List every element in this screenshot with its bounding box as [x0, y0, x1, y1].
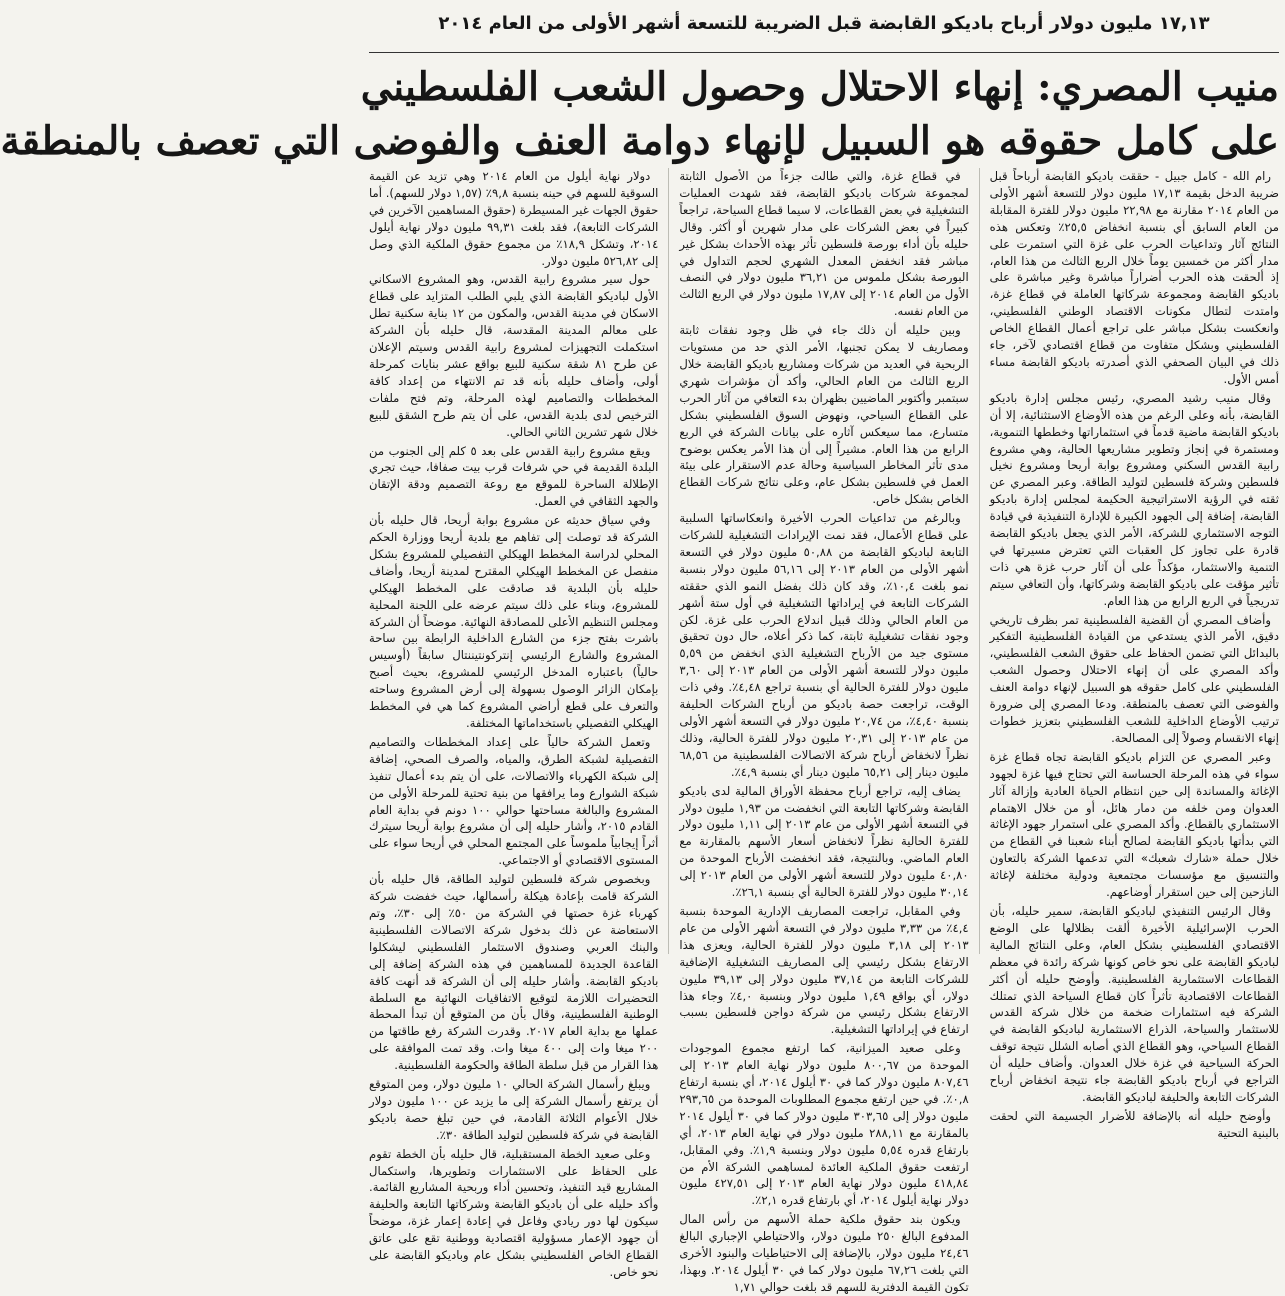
- article-kicker: ١٧,١٣ مليون دولار أرباح باديكو القابضة قبل الضريبة للتسعة أشهر الأولى من العام ٢٠١٤: [438, 13, 1210, 34]
- body-paragraph: وقال منيب رشيد المصري، رئيس مجلس إدارة باديكو القابضة، بأنه وعلى الرغم من هذه الأوضاع الاستثنائية، إلا أن باديكو القابضة ماضية قدماً في استثماراتها وخططها التنموية، ومستمرة في إنجاز وتطوير مشاريعها الحالية، وهي مشروع رابية القدس السكني ومشروع بوابة أريحا ومشروع نخيل فلسطين وشركة فلسطين لتوليد الطاقة. وعبر المصري عن ثقته في الرؤية الاستراتيجية الحكيمة لمجلس إدارة باديكو القابضة، إضافة إلى الجهود الكبيرة للإدارة التنفيذية في قيادة التوجه الاستثماري للشركة، الأمر الذي يجعل باديكو القابضة قادرة على تجاوز كل العقبات التي تعترض مسيرتها في التنمية والاستثمار، مؤكداً على أن آثار حرب غزة هي ذات تأثير مؤقت على باديكو القابضة وشركاتها، وأن التعافي سيتم تدريجياً في الربع الرابع من هذا العام.: [989, 390, 1279, 608]
- body-paragraph: وبين حليله أن ذلك جاء في ظل وجود نفقات ثابتة ومصاريف لا يمكن تجنبها، الأمر الذي حد من مستويات الربحية في العديد من شركات ومشاريع باديكو القابضة خلال الربع الثالث من العام الحالي، وأكد أن مؤشرات شهري سبتمبر وأكتوبر الماضيين بظهران بدء التعافي من آثار الحرب على القطاع السياحي، ونهوض السوق الفلسطيني بشكل متسارع، مما سيعكس آثاره على بيانات الشركة في الربع الرابع من هذا العام. مشيراً إلى أن هذا الأمر يعكس بوضوح مدى تأثر المخاطر السياسية وحالة عدم الاستقرار على بيئة العمل في فلسطين بشكل عام، وعلى نتائج شركات القطاع الخاص بشكل خاص.: [679, 323, 969, 507]
- article-headline: [0, 60, 1279, 168]
- article-body: [369, 168, 1279, 1294]
- body-paragraph: يضاف إليه، تراجع أرباح محفظة الأوراق المالية لدى باديكو القابضة وشركاتها التابعة التي انخفضت من ١,٩٣ مليون دولار في التسعة أشهر الأولى من عام ٢٠١٣ إلى ١,١١ مليون دولار للفترة الحالية نظراً لانخفاض أسعار الأسهم بالمقارنة مع العام الماضي. وبالنتيجة، فقد انخفضت الأرباح الموحدة من ٤٠,٨٠ مليون دولار للتسعة أشهر الأولى من العام ٢٠١٣ إلى ٣٠,١٤ مليون دولار للفترة الحالية أي بنسبة ٢٦,١٪.: [679, 783, 969, 900]
- body-paragraph: رام الله - كامل جبيل - حققت باديكو القابضة أرباحاً قبل ضريبة الدخل بقيمة ١٧,١٣ مليون دولار للتسعة أشهر الأولى من العام ٢٠١٤ مقارنة مع ٢٢,٩٨ مليون دولار للفترة المقابلة من العام السابق أي بنسبة انخفاض ٢٥,٥٪ وتعكس هذه النتائج آثار وتداعيات الحرب على غزة التي استمرت على مدار أكثر من خمسين يوماً خلال الربع الثالث من هذا العام، إذ ألحقت هذه الحرب أضراراً مباشرة وغير مباشرة على باديكو القابضة ومجموعة شركاتها العاملة في قطاع غزة، وامتدت لتطال مكونات الاقتصاد الوطني الفلسطيني، وانعكست بشكل مباشر على تراجع أعمال القطاع الخاص الفلسطيني وبشكل متفاوت من قطاع اقتصادي لآخر، جاء ذلك في البيان الصحفي الذي أصدرته باديكو القابضة مساء أمس الأول.: [989, 169, 1279, 386]
- headline-line-1: منيب المصري: إنهاء الاحتلال وحصول الشعب الفلسطيني: [360, 64, 1279, 110]
- body-paragraph: دولار نهاية أيلول من العام ٢٠١٤ وهي تزيد عن القيمة السوقية للسهم في حينه بنسبة ٩,٨٪ (١,٥٧ دولار للسهم). أما حقوق الجهات غير المسيطرة (حقوق المساهمين الآخرين في الشركات التابعة)، فقد بلغت ٩٩,٣١ مليون دولار نهاية أيلول ٢٠١٤، وتشكل ١٨,٩٪ من مجموع حقوق الملكية الذي وصل إلى ٥٢٦,٨٢ مليون دولار.: [369, 169, 659, 268]
- body-paragraph: في قطاع غزة، والتي طالت جزءاً من الأصول الثابتة لمجموعة شركات باديكو القابضة، فقد شهدت العمليات التشغيلية في بعض القطاعات، لا سيما قطاع السياحة، تراجعاً كبيراً في بعض الشركات على مدار شهرين أو أكثر. وقال حليله بأن أداء بورصة فلسطين تأثر بهذه الأحداث بشكل غير مباشر فقد انخفض المعدل الشهري لحجم التداول في البورصة بشكل ملموس من ٣٦,٢١ مليون دولار في النصف الأول من العام ٢٠١٤ إلى ١٧,٨٧ مليون دولار في الربع الثالث من العام نفسه.: [679, 169, 969, 319]
- body-paragraph: وعلى صعيد الخطة المستقبلية، قال حليله بأن الخطة تقوم على الحفاظ على الاستثمارات وتطويرها، واستكمال المشاريع قيد التنفيذ، وتحسين أداء وربحية المشاريع القائمة. وأكد حليله على أن باديكو القابضة وشركاتها التابعة والحليفة سيكون لها دور ريادي وفاعل في إعادة إعمار غزة، موضحاً أن جهود الإعمار مسؤولية اقتصادية ووطنية تقع على عاتق القطاع الخاص الفلسطيني بشكل عام وباديكو القابضة على نحو خاص.: [369, 1146, 659, 1279]
- body-paragraph: وعلى صعيد الميزانية، كما ارتفع مجموع الموجودات الموحدة من ٨٠٠,٦٧ مليون دولار نهاية العام ٢٠١٣ إلى ٨٠٧,٤٦ مليون دولار كما في ٣٠ أيلول ٢٠١٤، أي بنسبة ارتفاع ٠,٨٪. في حين ارتفع مجموع المطلوبات الموحدة من ٢٩٣,٦٥ مليون دولار إلى ٣٠٣,٦٥ مليون دولار كما في ٣٠ أيلول ٢٠١٤ بالمقارنة مع ٢٨٨,١١ مليون دولار في نهاية العام ٢٠١٣، أي بارتفاع قدره ٥,٥٤ مليون دولار وبنسبة ١,٩٪. وفي المقابل، ارتفعت حقوق الملكية العائدة لمساهمي الشركة الأم من ٤١٨,٨٤ مليون دولار نهاية العام ٢٠١٣ إلى ٤٢٧,٥١ مليون دولار نهاية أيلول ٢٠١٤، أي بارتفاع قدره ٢,١٪.: [679, 1041, 969, 1208]
- body-paragraph: وبخصوص شركة فلسطين لتوليد الطاقة، قال حليله بأن الشركة قامت بإعادة هيكلة رأسمالها، حيث خفضت شركة كهرباء غزة حصتها في الشركة من ٥٠٪ إلى ٣٠٪، وتم الاستعاضة عن ذلك بدخول شركة الاتصالات الفلسطينية والبنك العربي وصندوق الاستثمار الفلسطيني ليشكلوا القاعدة الجديدة للمساهمين في هذه الشركة إضافة إلى باديكو القابضة. وأشار حليله إلى أن الشركة قد أنهت كافة التحضيرات اللازمة لتوقيع الاتفاقيات النهائية مع السلطة الوطنية الفلسطينية، وقال بأن من المتوقع أن تبدأ المحطة عملها مع بداية العام ٢٠١٧. وقدرت الشركة رفع طاقتها من ٢٠٠ ميغا وات إلى ٤٠٠ ميغا وات. وقد تمت الموافقة على هذا القرار من قبل سلطة الطاقة والحكومة الفلسطينية.: [369, 872, 659, 1073]
- article-column-2: [679, 168, 969, 1294]
- body-paragraph: وأضاف المصري أن القضية الفلسطينية تمر بظرف تاريخي دقيق، الأمر الذي يستدعي من القيادة الفلسطينية التفكير بالبدائل التي تضمن الحفاظ على حقوق الشعب الفلسطيني، وأكد المصري على أن إنهاء الاحتلال وحصول الشعب الفلسطيني على كامل حقوقه هو السبيل لإنهاء دوامة العنف والفوضى التي تعصف بالمنطقة. ودعا المصري إلى ضرورة ترتيب الأوضاع الداخلية للشعب الفلسطيني بتعزيز خطوات إنهاء الانقسام وصولاً إلى المصالحة.: [989, 612, 1279, 745]
- body-paragraph: وفي المقابل، تراجعت المصاريف الإدارية الموحدة بنسبة ٤,٤٪ من ٣,٣٣ مليون دولار في التسعة أشهر الأولى من عام ٢٠١٣ إلى ٣,١٨ مليون دولار للفترة الحالية، ويعزى هذا الارتفاع بشكل رئيسي إلى المصاريف التشغيلية الإضافية للشركات التابعة من ٣٧,١٤ مليون دولار إلى ٣٩,١٣ مليون دولار، أي بواقع ١,٤٩ مليون دولار وبنسبة ٤,٠٪ وجاء هذا الارتفاع بشكل رئيسي من شركة دواجن فلسطين بسبب ارتفاع في إيراداتها التشغيلية.: [679, 903, 969, 1037]
- body-paragraph: ويكون بند حقوق ملكية حملة الأسهم من رأس المال المدفوع البالغ ٢٥٠ مليون دولار، والاحتياطي الإجباري البالغ ٢٤,٤٦ مليون دولار، بالإضافة إلى الاحتياطيات والبنود الأخرى التي بلغت ٦٧,٢٦ مليون دولار كما في ٣٠ أيلول ٢٠١٤. وبهذا، تكون القيمة الدفترية للسهم قد بلغت حوالي ١,٧١: [679, 1212, 969, 1294]
- body-paragraph: وأوضح حليله أنه بالإضافة للأضرار الجسيمة التي لحقت بالبنية التحتية: [989, 1108, 1279, 1140]
- body-paragraph: وقال الرئيس التنفيذي لباديكو القابضة، سمير حليله، بأن الحرب الإسرائيلية الأخيرة ألقت بظلالها على الوضع الاقتصادي الفلسطيني بشكل العام، وعلى النتائج المالية لباديكو القابضة على نحو خاص كونها شركة رائدة في معظم القطاعات الاستثمارية الفلسطينية. وأوضح حليله أن أكثر القطاعات الاقتصادية تأثراً كان قطاع السياحة الذي تمتلك الشركة فيه استثمارات ضخمة من خلال شركة القدس للاستثمار والسياحة، الذراع الاستثمارية لباديكو القابضة في القطاع السياحي، وهو القطاع الذي أصابه الشلل نتيجة توقف الحركة السياحية في غزة خلال العدوان. وأضاف حليله أن التراجع في أرباح باديكو القابضة جاء نتيجة انخفاض أرباح الشركات التابعة والحليفة لباديكو القابضة.: [989, 903, 1279, 1104]
- body-paragraph: حول سير مشروع رابية القدس، وهو المشروع الاسكاني الأول لباديكو القابضة الذي يلبي الطلب المتزايد على قطاع الاسكان في مدينة القدس، والمكون من ١٢ بناية سكنية تطل على معالم المدينة المقدسة، قال حليله بأن الشركة استكملت التجهيزات لمشروع رابية القدس وسيتم الإعلان عن طرح ٨١ شقة سكنية للبيع بواقع عشر بنايات كمرحلة أولى، وأضاف حليله بأنه قد تم الانتهاء من إعداد كافة المخططات والتصاميم لهذه المرحلة، وتم فتح ملفات الترخيص لدى بلدية القدس، على أن يتم طرح الشقق للبيع خلال شهر تشرين الثاني الحالي.: [369, 272, 659, 439]
- kicker-divider: [369, 52, 1279, 53]
- body-paragraph: ويقع مشروع رابية القدس على بعد ٥ كلم إلى الجنوب من البلدة القديمة في حي شرفات قرب بيت صفافا، حيث تجري الإطلالة الساحرة للموقع مع روعة التصميم ودقة الإتقان والجهد الثقافي في العمل.: [369, 443, 659, 509]
- body-paragraph: وتعمل الشركة حالياً على إعداد المخططات والتصاميم التفصيلية لشبكة الطرق، والمياه، والصرف الصحي، إضافة إلى شبكة الكهرباء والاتصالات، على أن يتم بدء أعمال تنفيذ شبكة الشوارع وما يرافقها من بنية تحتية للمرحلة الأولى من المشروع والبالغة مساحتها حوالي ١٠٠ دونم في بداية العام القادم ٢٠١٥، وأشار حليله إلى أن مشروع بوابة أريحا سيترك أثراً إيجابياً ملموساً على المجتمع المحلي في أريحا سواء على المستوى الاقتصادي أو الاجتماعي.: [369, 734, 659, 868]
- column-divider: [668, 168, 669, 954]
- article-column-1: [989, 168, 1279, 1140]
- body-paragraph: وبالرغم من تداعيات الحرب الأخيرة وانعكاساتها السلبية على قطاع الأعمال، فقد نمت الإيرادات التشغيلية للشركات التابعة لباديكو القابضة من ٥٠,٨٨ مليون دولار في التسعة أشهر الأولى من العام ٢٠١٣ إلى ٥٦,١٦ مليون دولار بنسبة نمو بلغت ١٠,٤٪، وقد كان ذلك بفضل النمو الذي حققته الشركات التابعة في إيراداتها التشغيلية في أول ستة أشهر من العام الحالي وذلك قبيل اندلاع الحرب على غزة. لكن وجود نفقات تشغيلية ثابتة، كما ذكر أعلاه، حال دون تحقيق مستوى جيد من الأرباح التشغيلية الذي انخفض من ٥,٥٩ مليون دولار للتسعة أشهر الأولى من العام ٢٠١٣ إلى ٣,٦٠ مليون دولار للفترة الحالية أي بنسبة تراجع ٤,٤٨٪. وفي ذات الوقت، تراجعت حصة باديكو من أرباح الشركات الحليفة بنسبة ٤,٤٠٪، من ٢٠,٧٤ مليون دولار في التسعة أشهر الأولى من عام ٢٠١٣ إلى ٢٠,٣١ مليون دولار للفترة الحالية، وذلك نظراً لانخفاض أرباح شركة الاتصالات الفلسطينية من ٦٨,٥٦ مليون دينار إلى ٦٥,٢١ مليون دينار أي بنسبة ٤,٩٪.: [679, 511, 969, 779]
- body-paragraph: ويبلغ رأسمال الشركة الحالي ١٠ مليون دولار، ومن المتوقع أن يرتفع رأسمال الشركة إلى ما يزيد عن ١٠٠ مليون دولار خلال الأعوام الثلاثة القادمة، في حين تبلغ حصة باديكو القابضة في شركة فلسطين لتوليد الطاقة ٣٠٪.: [369, 1077, 659, 1142]
- article-column-3: [369, 168, 659, 1279]
- body-paragraph: وعبر المصري عن التزام باديكو القابضة تجاه قطاع غزة سواء في هذه المرحلة الحساسة التي تحتاج فيها غزة لجهود الإغاثة والمساندة إلى حين انتظام الحياة العادية وإزالة آثار العدوان ومن خلفه من دمار هائل، أو من خلال الاهتمام الاستثماري بالقطاع. وأكد المصري على استمرار جهود الإغاثة التي بدأتها باديكو القابضة لصالح أبناء شعبنا في القطاع من خلال حملة «شارك شعبك» التي تدعمها الشركة بالتعاون والتنسيق مع مؤسسات مجتمعية ودولية مختلفة لإغاثة النازحين إلى حين استقرار أوضاعهم.: [989, 749, 1279, 900]
- headline-line-2: على كامل حقوقه هو السبيل لإنهاء دوامة العنف والفوضى التي تعصف بالمنطقة: [0, 118, 1279, 164]
- body-paragraph: وفي سياق حديثه عن مشروع بوابة أريحا، قال حليله بأن الشركة قد توصلت إلى تفاهم مع بلدية أريحا ووزارة الحكم المحلي لدراسة المخطط الهيكلي التفصيلي للمشروع بشكل منفصل عن المخطط الهيكلي المقترح لمدينة أريحا، وأضاف حليله بأن البلدية قد صادقت على المخطط الهيكلي للمشروع، وبناء على ذلك سيتم عرضه على اللجنة المحلية ومجلس التنظيم الأعلى للمصادقة النهائية. موضحاً أن الشركة باشرت بفتح جزء من الشارع الداخلية الرابطة بين ساحة المشروع والشارع الرئيسي إنتركونتيننتال سابقاً (أوسيس حالياً) باعتباره المدخل الرئيسي للمشروع، بحيث أصبح بإمكان الزائر الوصول بسهولة إلى أرض المشروع وساحته والتعرف على قطع أراضي المشروع كما هي في المخطط الهيكلي التفصيلي باستخداماتها المختلفة.: [369, 513, 659, 730]
- column-divider: [979, 168, 980, 954]
